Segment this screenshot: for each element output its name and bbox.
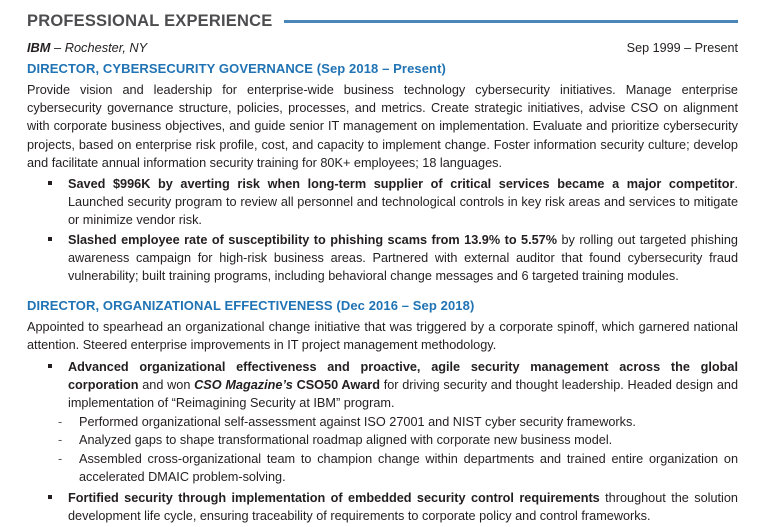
bullet-text: by rolling out targeted phishing awareness campaign for high-risk business areas. Partnered with external auditor that found cybersecurity fraud vulnerability; built training programs, including behavioral change messages and 6 targeted training modules.: [68, 232, 738, 284]
bullet-list-role-1: [27, 175, 738, 285]
bullet-bold-award: CSO50 Award: [296, 377, 380, 392]
section-header: [27, 8, 738, 34]
employer-location: Rochester, NY: [64, 40, 148, 55]
bullet-bold-italic-publication: CSO Magazine’s: [194, 377, 293, 392]
bullet-bold-lead: Advanced organizational effectiveness and proactive, agile security management across the global corporation: [68, 359, 738, 392]
employer-dates: Sep 1999 – Present: [626, 41, 738, 55]
employer-company: IBM: [27, 40, 51, 55]
section-title: PROFESSIONAL EXPERIENCE: [27, 11, 273, 30]
bullet-bold-lead: Slashed employee rate of susceptibility to phishing scams from 13.9% to 5.57%: [68, 232, 557, 247]
bullet-text: . Launched security program to review all personnel and technological controls in key risk areas and services to mitigate or minimize vendor risk.: [68, 177, 738, 228]
square-bullet-icon: [48, 489, 58, 507]
dash-bullet-icon: -: [58, 433, 63, 448]
bullet-text: throughout the solution development life cycle, ensuring traceability of requirements to corporate policy and control frameworks.: [68, 491, 738, 524]
bullet-list-role-2-continued: [27, 489, 738, 525]
bullet-bold-lead: Fortified security through implementation of embedded security control requirements: [68, 491, 600, 506]
dash-bullet-icon: -: [58, 415, 63, 430]
bullet-item: [27, 231, 738, 286]
subbullet-item: [27, 431, 738, 449]
employer-name-location: [27, 40, 147, 55]
square-bullet-icon: [48, 231, 58, 249]
bullet-text-plain: and won: [138, 377, 195, 392]
square-bullet-icon: [48, 358, 58, 376]
bullet-item: [27, 489, 738, 525]
bullet-item: [27, 358, 738, 413]
role-summary-cybersecurity-governance: Provide vision and leadership for enterprise-wide business technology cybersecurity initiatives. Manage enterprise cybersecurity governance structure, policies, processes, and metrics. Create strategic initiatives, advise CSO on alignment with corporate business objectives, and guide senior IT management on implementation. Evaluate and prioritize cybersecurity projects, based on enterprise risk profile, cost, and capacity to implement change. Foster information security culture; develop and facilitate annual information security training for 80K+ employees; 18 languages.: [27, 83, 738, 170]
subbullet-text: Analyzed gaps to shape transformational roadmap aligned with corporate new business model.: [79, 433, 613, 448]
job-title-cybersecurity-governance: DIRECTOR, CYBERSECURITY GOVERNANCE (Sep 2018 – Present): [27, 61, 446, 76]
subbullet-list: [27, 413, 738, 486]
dash-bullet-icon: -: [58, 451, 63, 466]
subbullet-text: Assembled cross-organizational team to champion change within departments and trained entire organization on accelerated DMAIC problem-solving.: [79, 451, 738, 484]
subbullet-item: [27, 450, 738, 486]
bullet-item: [27, 175, 738, 230]
bullet-text: for driving security and thought leadership. Headed design and implementation of “Reimagining Security at IBM” program.: [68, 377, 738, 411]
bullet-list-role-2: [27, 358, 738, 413]
job-title-organizational-effectiveness: DIRECTOR, ORGANIZATIONAL EFFECTIVENESS (Dec 2016 – Sep 2018): [27, 298, 475, 314]
role-summary-organizational-effectiveness: Appointed to spearhead an organizational change initiative that was triggered by a corporate spinoff, which garnered national attention. Steered enterprise improvements in IT project management methodology.: [27, 320, 738, 353]
square-bullet-icon: [48, 175, 58, 193]
section-divider-rule: [284, 20, 738, 23]
employer-separator: –: [50, 40, 65, 55]
subbullet-text: Performed organizational self-assessment against ISO 27001 and NIST cyber security frameworks.: [79, 415, 636, 430]
bullet-bold-lead: Saved $996K by averting risk when long-term supplier of critical services became a major competitor: [68, 177, 735, 192]
employer-row: [27, 40, 738, 55]
subbullet-item: [27, 413, 738, 431]
